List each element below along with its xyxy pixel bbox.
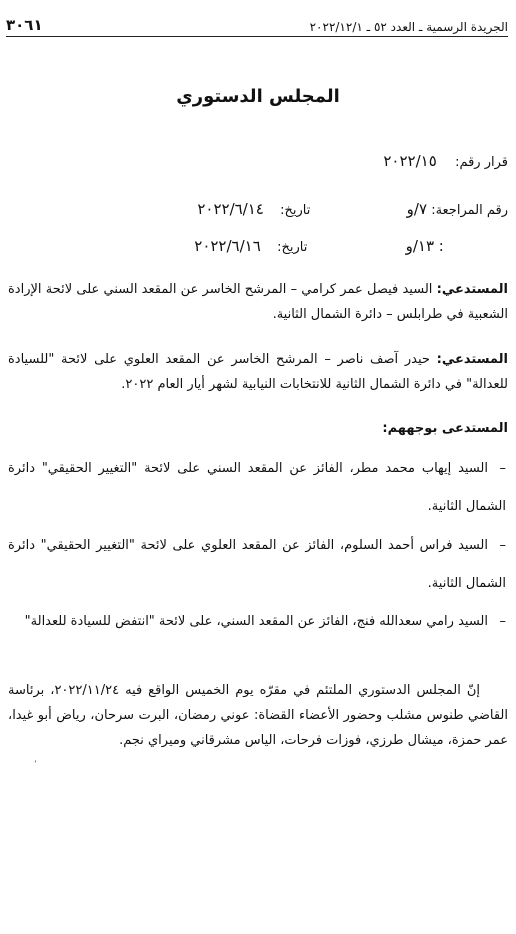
appellant-text: السيد فيصل عمر كرامي – المرشح الخاسر عن المقعد السني على لائحة الإرادة الشعبية في طرابلس – دائرة الشمال الثانية. — [8, 282, 508, 322]
stray-mark: ʼ — [34, 760, 37, 770]
review-date-value: ٢٠٢٢/٦/١٤ — [197, 200, 264, 218]
dash-marker: – — [499, 614, 506, 629]
respondent-text: السيد رامي سعدالله فنج، الفائز عن المقعد السني، على لائحة "انتفض للسيادة للعدالة" — [24, 614, 488, 629]
review-number-line — [8, 200, 508, 218]
decision-number-value: ٢٠٢٢/١٥ — [383, 152, 437, 170]
respondent-item-1 — [8, 450, 506, 526]
second-review-number: : ١٣/و — [405, 237, 444, 255]
second-review-line — [8, 237, 508, 255]
decision-number-line — [8, 152, 508, 170]
decision-number-label: قرار رقم: — [455, 155, 508, 170]
second-review-date-value: ٢٠٢٢/٦/١٦ — [194, 237, 261, 255]
respondent-item-3 — [8, 603, 506, 641]
respondent-text: السيد إيهاب محمد مطر، الفائز عن المقعد السني على لائحة "التغيير الحقيقي" دائرة الشمال الثانية. — [8, 461, 506, 514]
review-number-label: رقم المراجعة: — [431, 203, 508, 218]
respondents-heading: المستدعى بوجههم: — [382, 421, 508, 436]
dash-marker: – — [499, 461, 506, 476]
running-title: الجريدة الرسمية ـ العدد ٥٢ ـ ٢٠٢٢/١٢/١ — [309, 20, 508, 34]
appellant-paragraph-1 — [8, 277, 508, 327]
page-number: ٣٠٦١ — [6, 16, 43, 34]
review-number-value: ٧/و — [406, 200, 428, 218]
document-title: المجلس الدستوري — [176, 86, 340, 107]
page-header — [6, 12, 508, 37]
appellant-text: حيدر آصف ناصر – المرشح الخاسر عن المقعد العلوي على لائحة "للسيادة للعدالة" في دائرة الشمال الثانية للانتخابات النيابية لشهر أيار العام ٢٠٢٢. — [8, 352, 508, 392]
respondent-text: السيد فراس أحمد السلوم، الفائز عن المقعد العلوي على لائحة "التغيير الحقيقي" دائرة الشمال الثانية. — [8, 538, 506, 591]
closing-paragraph: إنّ المجلس الدستوري الملتئم في مقرّه يوم الخميس الواقع فيه ٢٠٢٢/١١/٢٤، برئاسة القاضي طنوس مشلب وحضور الأعضاء القضاة: عوني رمضان، البرت سرحان، رياض أبو غيدا، عمر حمزة، ميشال طرزي، فوزات فرحات، الياس مشرقاني وميراي نجم. — [8, 683, 508, 748]
second-review-date-label: تاريخ: — [277, 240, 308, 255]
appellant-label: المستدعي: — [436, 352, 508, 367]
review-date-label: تاريخ: — [280, 203, 311, 218]
appellant-paragraph-2 — [8, 347, 508, 397]
dash-marker: – — [499, 538, 506, 553]
appellant-label: المستدعي: — [436, 282, 508, 297]
respondent-item-2 — [8, 527, 506, 603]
